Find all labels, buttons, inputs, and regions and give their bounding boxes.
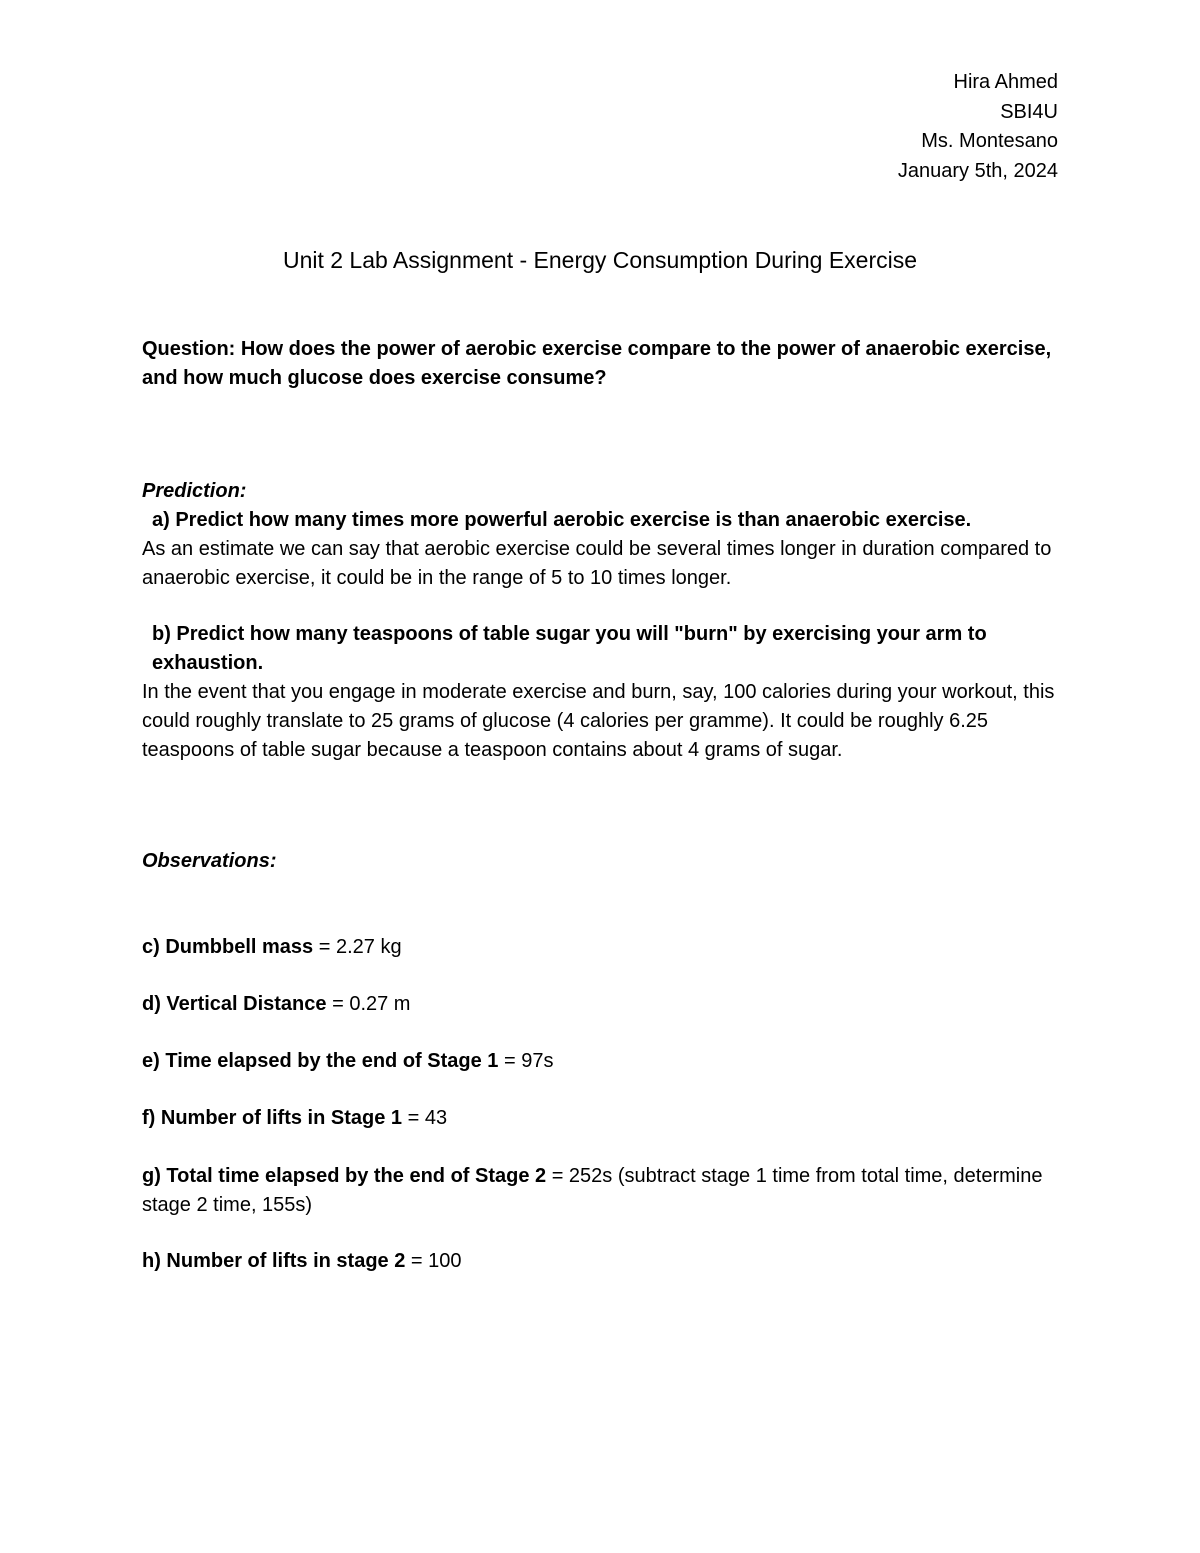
prediction-b [142, 620, 1062, 765]
prediction-b-prompt: b) Predict how many teaspoons of table sugar you will "burn" by exercising your arm to exhaustion. [152, 623, 987, 674]
observation-label: g) Total time elapsed by the end of Stage 2 [142, 1165, 547, 1187]
observation-item [142, 1162, 1062, 1220]
prediction-heading: Prediction: [142, 480, 247, 502]
student-name: Hira Ahmed [953, 71, 1058, 93]
observation-label: h) Number of lifts in stage 2 [142, 1250, 406, 1272]
observation-item [142, 990, 1062, 1019]
observation-item [142, 1247, 1062, 1276]
header-block [898, 68, 1058, 186]
date: January 5th, 2024 [897, 159, 1058, 182]
prediction-a [142, 506, 1062, 593]
observation-label: d) Vertical Distance [142, 993, 327, 1015]
observation-value: = 252s (subtract stage 1 time from total time, determine stage 2 time, 155s) [142, 1165, 1043, 1216]
observation-value: = 43 [402, 1107, 448, 1129]
course-code: SBI4U [1000, 100, 1058, 123]
observation-item [142, 933, 1062, 962]
observation-value: = 2.27 kg [313, 936, 402, 958]
prediction-a-answer: As an estimate we can say that aerobic exercise could be several times longer in duration compared to anaerobic exercise, it could be in the range of 5 to 10 times longer. [142, 538, 1052, 589]
observations-heading: Observations: [142, 850, 277, 872]
observation-item [142, 1047, 1062, 1076]
document-title: Unit 2 Lab Assignment - Energy Consumption During Exercise [282, 247, 918, 273]
observation-item [142, 1104, 1062, 1133]
observation-value: = 97s [498, 1050, 554, 1072]
observation-label: e) Time elapsed by the end of Stage 1 [142, 1050, 499, 1072]
question: Question: How does the power of aerobic exercise compare to the power of anaerobic exercise, and how much glucose does exercise consume? [142, 338, 1052, 389]
prediction-b-answer: In the event that you engage in moderate exercise and burn, say, 100 calories during your workout, this could roughly translate to 25 grams of glucose (4 calories per gramme). It could be roughly 6.25 teaspoons of table sugar because a teaspoon contains about 4 grams of sugar. [142, 681, 1055, 761]
observation-label: f) Number of lifts in Stage 1 [142, 1107, 403, 1129]
observation-value: = 0.27 m [326, 993, 411, 1015]
observation-label: c) Dumbbell mass [142, 936, 314, 958]
teacher-name: Ms. Montesano [921, 130, 1058, 152]
prediction-a-prompt: a) Predict how many times more powerful aerobic exercise is than anaerobic exercise. [152, 509, 972, 531]
observation-value: = 100 [405, 1250, 462, 1272]
